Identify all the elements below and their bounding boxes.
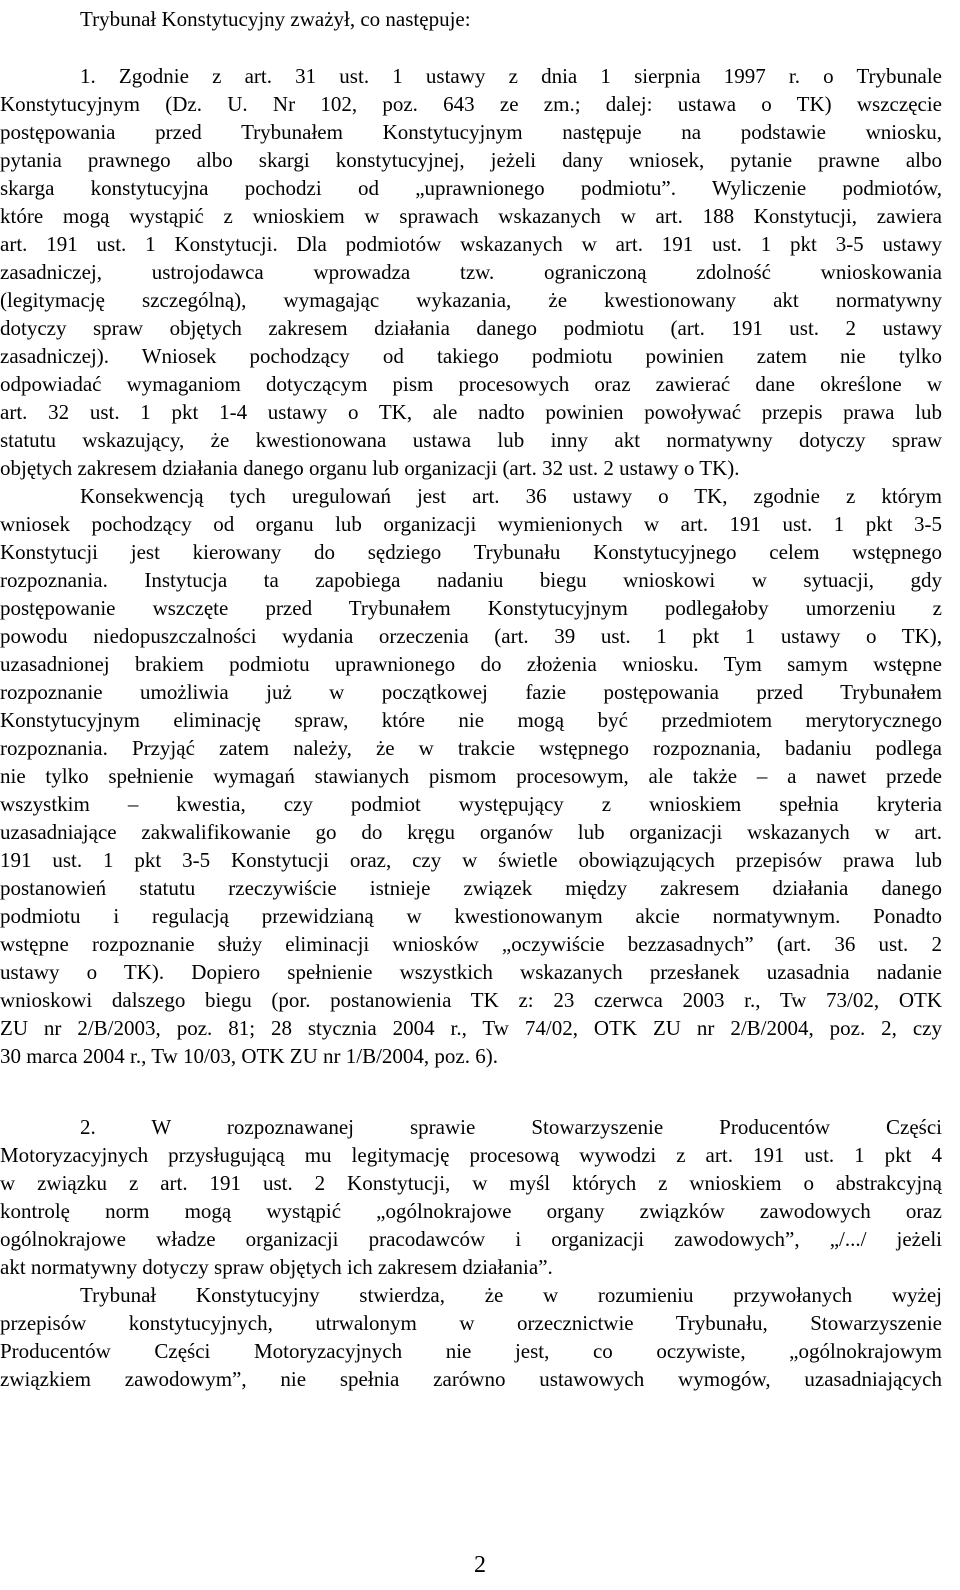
text-line: dotyczy spraw objętych zakresem działania danego podmiotu (art. 191 ust. 2 ustawy xyxy=(0,316,942,340)
text-line: związkiem zawodowym”, nie spełnia zarówno ustawowych wymogów, uzasadniających xyxy=(0,1367,942,1391)
text-line: akt normatywny dotyczy spraw objętych ich zakresem działania”. xyxy=(0,1255,553,1279)
text-line: które mogą wystąpić z wnioskiem w sprawach wskazanych w art. 188 Konstytucji, zawiera xyxy=(0,204,942,228)
text-line: 191 ust. 1 pkt 3-5 Konstytucji oraz, czy w świetle obowiązujących przepisów prawa lub xyxy=(0,848,942,872)
text-line: w związku z art. 191 ust. 2 Konstytucji, w myśl których z wnioskiem o abstrakcyjną xyxy=(0,1171,942,1195)
text-line: wstępne rozpoznanie służy eliminacji wniosków „oczywiście bezzasadnych” (art. 36 ust. 2 xyxy=(0,932,942,956)
text-line: art. 191 ust. 1 Konstytucji. Dla podmiotów wskazanych w art. 191 ust. 1 pkt 3-5 ustawy xyxy=(0,232,942,256)
text-line: uzasadniające zakwalifikowanie go do kręgu organów lub organizacji wskazanych w art. xyxy=(0,820,942,844)
text-line: ZU nr 2/B/2003, poz. 81; 28 stycznia 2004 r., Tw 74/02, OTK ZU nr 2/B/2004, poz. 2, czy xyxy=(0,1016,942,1040)
text-line: 30 marca 2004 r., Tw 10/03, OTK ZU nr 1/B/2004, poz. 6). xyxy=(0,1044,498,1068)
text-line: statutu wskazujący, że kwestionowana ustawa lub inny akt normatywny dotyczy spraw xyxy=(0,428,942,452)
text-line: Producentów Części Motoryzacyjnych nie jest, co oczywiste, „ogólnokrajowym xyxy=(0,1339,942,1363)
text-line: pytania prawnego albo skargi konstytucyjnej, jeżeli dany wniosek, pytanie prawne albo xyxy=(0,148,942,172)
text-line: wnioskowi dalszego biegu (por. postanowienia TK z: 23 czerwca 2003 r., Tw 73/02, OTK xyxy=(0,988,942,1012)
text-line: Konstytucji jest kierowany do sędziego Trybunału Konstytucyjnego celem wstępnego xyxy=(0,540,942,564)
text-line: skarga konstytucyjna pochodzi od „uprawnionego podmiotu”. Wyliczenie podmiotów, xyxy=(0,176,942,200)
text-line: Konstytucyjnym eliminację spraw, które nie mogą być przedmiotem merytorycznego xyxy=(0,708,942,732)
text-line: (legitymację szczególną), wymagając wykazania, że kwestionowany akt normatywny xyxy=(0,288,942,312)
text-line: Motoryzacyjnych przysługującą mu legitymację procesową wywodzi z art. 191 ust. 1 pkt 4 xyxy=(0,1143,942,1167)
text-line: objętych zakresem działania danego organu lub organizacji (art. 32 ust. 2 ustawy o TK). xyxy=(0,456,740,480)
text-line: Trybunał Konstytucyjny zważył, co następuje: xyxy=(80,7,471,31)
text-line: wszystkim – kwestia, czy podmiot występujący z wnioskiem spełnia kryteria xyxy=(0,792,942,816)
text-line: 1. Zgodnie z art. 31 ust. 1 ustawy z dnia 1 sierpnia 1997 r. o Trybunale xyxy=(80,64,942,88)
page-number: 2 xyxy=(474,1552,486,1578)
text-line: odpowiadać wymaganiom dotyczącym pism procesowych oraz zawierać dane określone w xyxy=(0,372,942,396)
text-line: wniosek pochodzący od organu lub organizacji wymienionych w art. 191 ust. 1 pkt 3-5 xyxy=(0,512,942,536)
text-line: Trybunał Konstytucyjny stwierdza, że w rozumieniu przywołanych wyżej xyxy=(80,1283,942,1307)
text-line: kontrolę norm mogą wystąpić „ogólnokrajowe organy związków zawodowych oraz xyxy=(0,1199,942,1223)
text-line: postanowień statutu rzeczywiście istnieje związek między zakresem działania danego xyxy=(0,876,942,900)
text-line: przepisów konstytucyjnych, utrwalonym w orzecznictwie Trybunału, Stowarzyszenie xyxy=(0,1311,942,1335)
text-line: nie tylko spełnienie wymagań stawianych pismom procesowym, ale także – a nawet przede xyxy=(0,764,942,788)
text-line: Konstytucyjnym (Dz. U. Nr 102, poz. 643 ze zm.; dalej: ustawa o TK) wszczęcie xyxy=(0,92,942,116)
text-line: 2. W rozpoznawanej sprawie Stowarzyszenie Producentów Części xyxy=(80,1115,942,1139)
text-line: art. 32 ust. 1 pkt 1-4 ustawy o TK, ale nadto powinien powoływać przepis prawa lub xyxy=(0,400,942,424)
text-line: zasadniczej). Wniosek pochodzący od takiego podmiotu powinien zatem nie tylko xyxy=(0,344,942,368)
text-line: uzasadnionej brakiem podmiotu uprawnionego do złożenia wniosku. Tym samym wstępne xyxy=(0,652,942,676)
text-line: Konsekwencją tych uregulowań jest art. 36 ustawy o TK, zgodnie z którym xyxy=(80,484,942,508)
text-line: ustawy o TK). Dopiero spełnienie wszystkich wskazanych przesłanek uzasadnia nadanie xyxy=(0,960,942,984)
text-line: rozpoznanie umożliwia już w początkowej fazie postępowania przed Trybunałem xyxy=(0,680,942,704)
text-line: postępowanie wszczęte przed Trybunałem Konstytucyjnym podlegałoby umorzeniu z xyxy=(0,596,942,620)
text-line: postępowania przed Trybunałem Konstytucyjnym następuje na podstawie wniosku, xyxy=(0,120,942,144)
text-line: ogólnokrajowe władze organizacji pracodawców i organizacji zawodowych”, „/.../ jeżeli xyxy=(0,1227,942,1251)
text-line: powodu niedopuszczalności wydania orzeczenia (art. 39 ust. 1 pkt 1 ustawy o TK), xyxy=(0,624,942,648)
text-line: rozpoznania. Instytucja ta zapobiega nadaniu biegu wnioskowi w sytuacji, gdy xyxy=(0,568,942,592)
text-line: zasadniczej, ustrojodawca wprowadza tzw. ograniczoną zdolność wnioskowania xyxy=(0,260,942,284)
text-line: rozpoznania. Przyjąć zatem należy, że w trakcie wstępnego rozpoznania, badaniu podlega xyxy=(0,736,942,760)
text-line: podmiotu i regulacją przewidzianą w kwestionowanym akcie normatywnym. Ponadto xyxy=(0,904,942,928)
